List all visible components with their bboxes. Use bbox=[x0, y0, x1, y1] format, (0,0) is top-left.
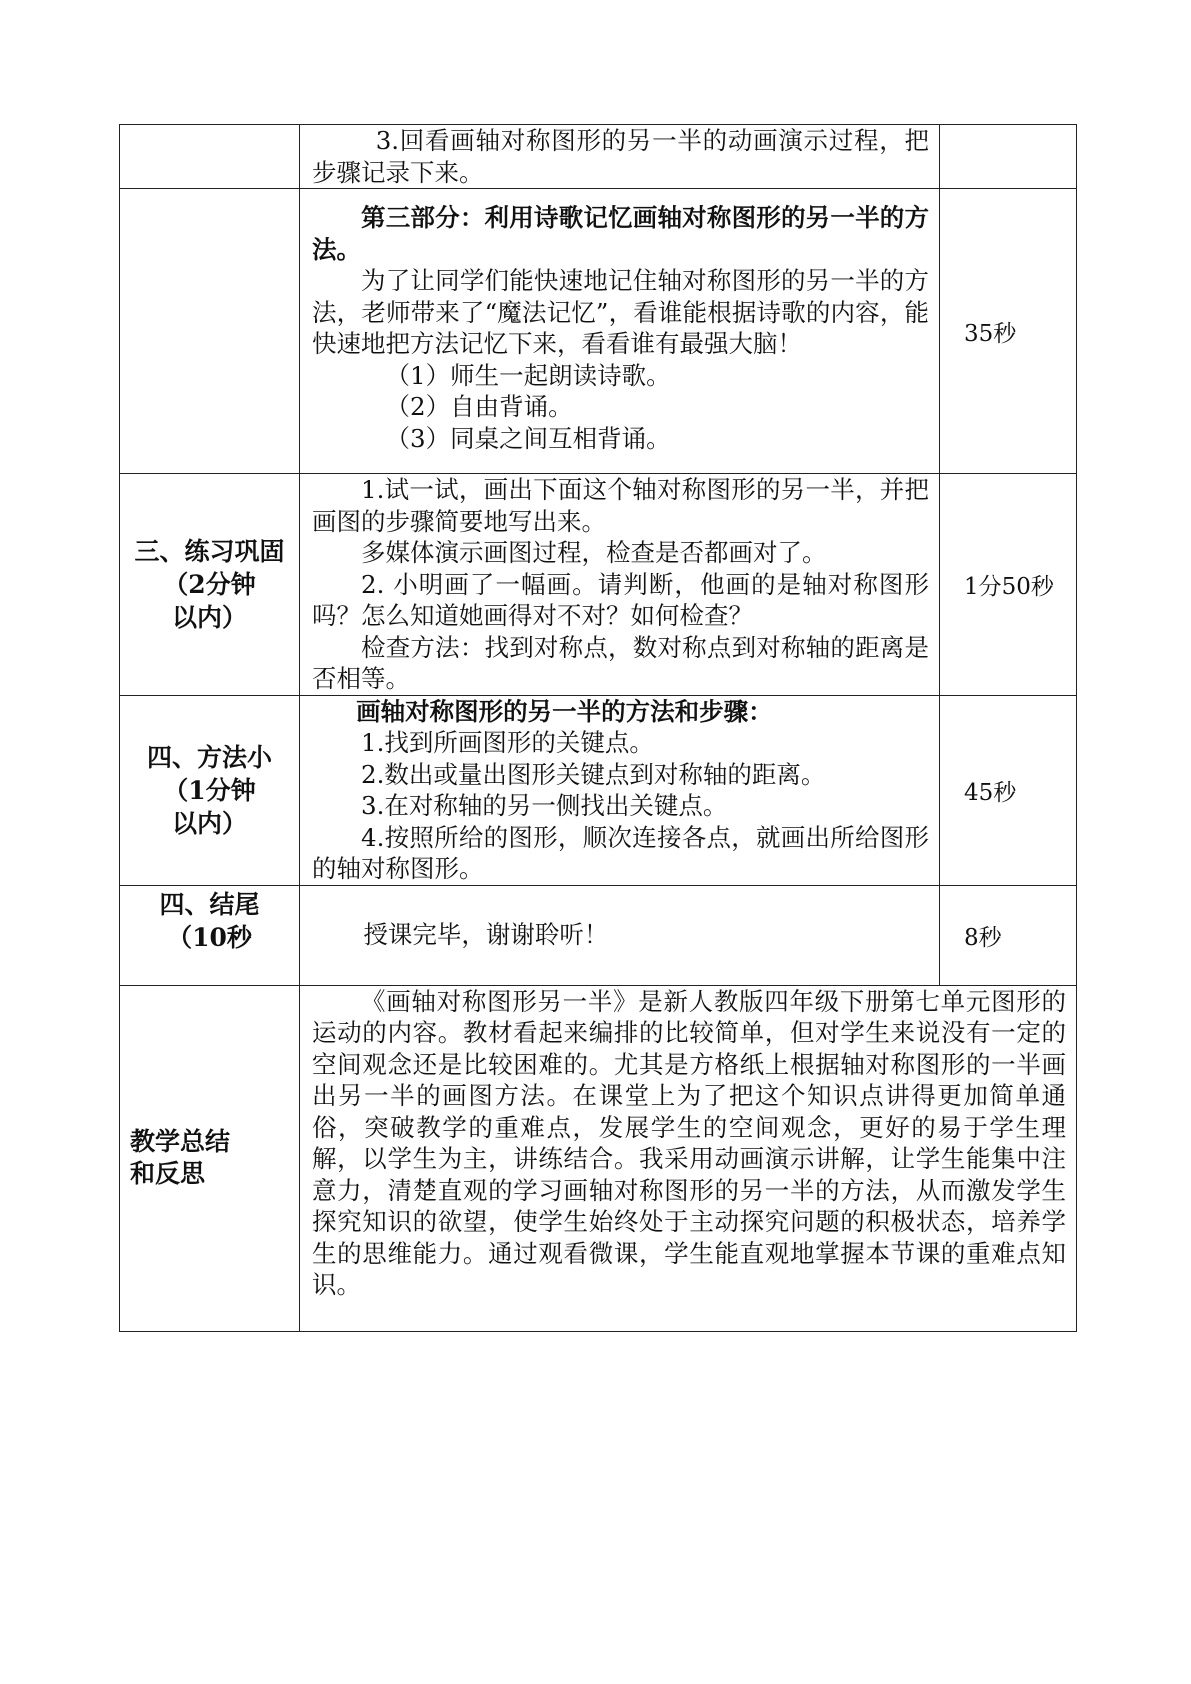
stage-title: 三、练习巩固 bbox=[134, 536, 285, 566]
list-item: 4.按照所给的图形，顺次连接各点，就画出所给图形的轴对称图形。 bbox=[312, 822, 929, 883]
list-item: （1）师生一起朗读诗歌。 bbox=[385, 360, 671, 390]
method-heading: 画轴对称图形的另一半的方法和步骤： bbox=[356, 696, 773, 726]
stage-title: 四、结尾 bbox=[159, 889, 260, 919]
list-item: 2.数出或量出图形关键点到对称轴的距离。 bbox=[361, 759, 826, 789]
exercise-1-demo: 多媒体演示画图过程，检查是否都画对了。 bbox=[361, 538, 827, 567]
table-row bbox=[120, 125, 1077, 189]
content-cell bbox=[300, 125, 940, 189]
stage-cell bbox=[120, 695, 300, 885]
time-cell: 35秒 bbox=[940, 189, 1077, 474]
time-cell: 45秒 bbox=[940, 695, 1077, 885]
section-heading: 第三部分：利用诗歌记忆画轴对称图形的另一半的方法。 bbox=[312, 203, 929, 264]
table-row bbox=[120, 474, 1077, 696]
stage-duration: （2分钟 bbox=[163, 569, 256, 599]
reflection-cell bbox=[300, 985, 1077, 1331]
exercise-2-text: 2. 小明画了一幅画。请判断，他画的是轴对称图形吗？怎么知道她画得对不对？如何检查？ bbox=[312, 569, 929, 630]
list-item: 3.在对称轴的另一侧找出关键点。 bbox=[361, 791, 728, 820]
list-item: 1.找到所画图形的关键点。 bbox=[361, 728, 654, 757]
stage-title: 四、方法小 bbox=[146, 742, 272, 772]
content-cell bbox=[300, 474, 940, 696]
stage-title: 教学总结 bbox=[130, 1127, 231, 1156]
stage-duration-suffix: 以内） bbox=[171, 808, 247, 838]
table-row bbox=[120, 189, 1077, 474]
reflection-text: 《画轴对称图形另一半》是新人教版四年级下册第七单元图形的运动的内容。教材看起来编排的比较简单，但对学生来说没有一定的空间观念还是比较困难的。尤其是方格纸上根据轴对称图形的一半画出另一半的画图方法。在课堂上为了把这个知识点讲得更加简单通俗，突破教学的重难点，发展学生的空间观念，更好的易于学生理解，以学生为主，讲练结合。我采用动画演示讲解，让学生能集中注意力，清楚直观的学习画轴对称图形的另一半的方法，从而激发学生探究知识的欲望，使学生始终处于主动探究问题的积极状态，培养学生的思维能力。通过观看微课，学生能直观地掌握本节课的重难点知识。 bbox=[312, 986, 1066, 1299]
exercise-1-text: 1.试一试，画出下面这个轴对称图形的另一半，并把画图的步骤简要地写出来。 bbox=[312, 475, 929, 536]
lesson-plan-table bbox=[119, 124, 1077, 1332]
list-item: （3）同桌之间互相背诵。 bbox=[385, 423, 671, 453]
table-row bbox=[120, 695, 1077, 885]
stage-cell bbox=[120, 474, 300, 696]
content-cell bbox=[300, 885, 940, 985]
time-cell: 8秒 bbox=[940, 885, 1077, 985]
time-cell: 1分50秒 bbox=[940, 474, 1077, 696]
stage-duration: （10秒 bbox=[167, 922, 252, 952]
stage-cell bbox=[120, 125, 300, 189]
stage-cell bbox=[120, 189, 300, 474]
section-paragraph: 为了让同学们能快速地记住轴对称图形的另一半的方法，老师带来了“魔法记忆”，看谁能根据诗歌的内容，能快速地把方法记忆下来，看看谁有最强大脑！ bbox=[312, 266, 929, 358]
stage-duration-suffix: 以内） bbox=[171, 602, 247, 632]
list-item: （2）自由背诵。 bbox=[385, 392, 573, 421]
stage-duration: （1分钟 bbox=[163, 775, 256, 805]
exercise-2-check: 检查方法：找到对称点，数对称点到对称轴的距离是否相等。 bbox=[312, 632, 929, 693]
step-3-text: 3.回看画轴对称图形的另一半的动画演示过程，把步骤记录下来。 bbox=[312, 126, 929, 187]
content-cell bbox=[300, 695, 940, 885]
table-row bbox=[120, 985, 1077, 1331]
content-cell bbox=[300, 189, 940, 474]
stage-title-line2: 和反思 bbox=[130, 1159, 206, 1188]
stage-cell bbox=[120, 985, 300, 1331]
table-row bbox=[120, 885, 1077, 985]
time-cell bbox=[940, 125, 1077, 189]
stage-cell bbox=[120, 885, 300, 985]
closing-text: 授课完毕，谢谢聆听！ bbox=[363, 920, 609, 950]
